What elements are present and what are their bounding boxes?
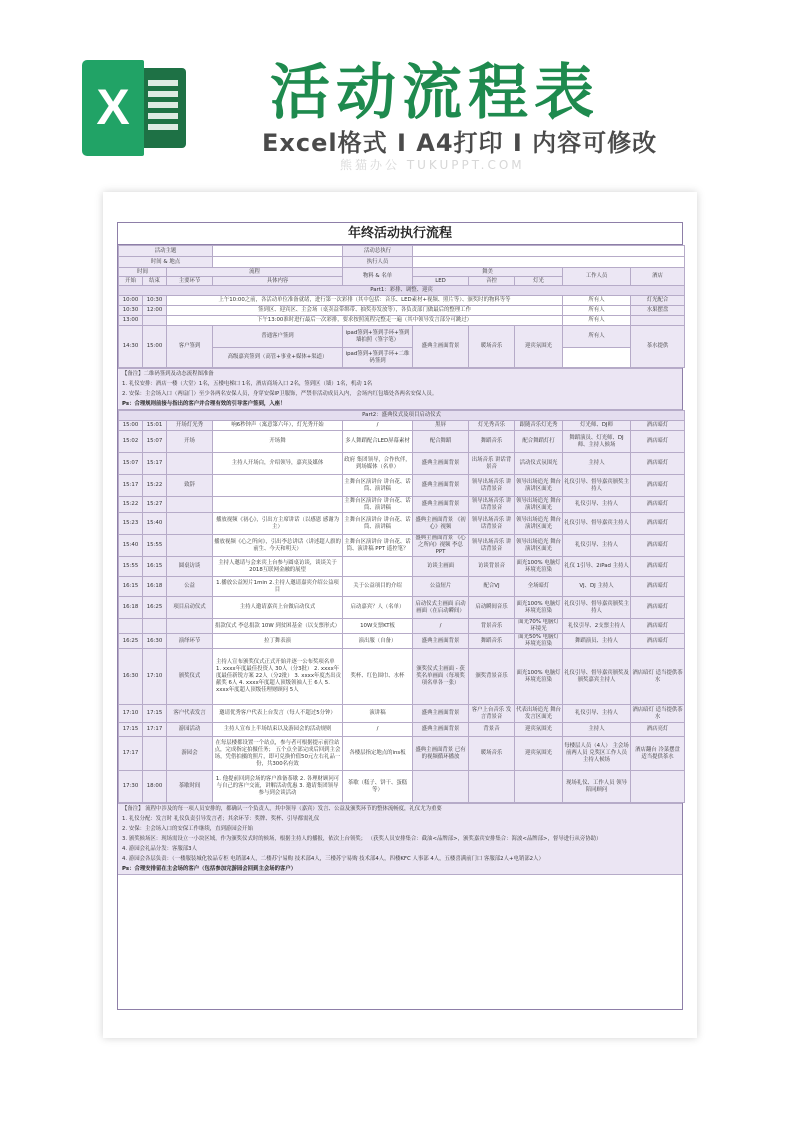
part2-workers: 灯光师、DJ师 [563, 421, 631, 431]
part1-workers: 所有人 [563, 316, 631, 326]
part2-light: 面光50% 电脑灯环境光渲染 [515, 634, 563, 649]
part2-link: 颁奖仪式 [167, 649, 213, 705]
part2-link: 致辞 [167, 475, 213, 497]
part2-led: / [413, 619, 469, 634]
part2-s: 15:22 [119, 497, 143, 513]
part2-led: 盛典主画面背景 《心之所向》视频 李总PPT [413, 535, 469, 557]
part2-workers: 礼仪引导、督导嘉宾颁奖及颁奖嘉宾主持人 [563, 649, 631, 705]
part2-e [143, 619, 167, 634]
part1-end [143, 316, 167, 326]
part2-s: 16:18 [119, 597, 143, 619]
part2-row [119, 705, 685, 723]
logo-letter: X [96, 79, 130, 135]
label-staff: 执行人员 [343, 257, 413, 268]
part2-row [119, 723, 685, 737]
part1-content: 签到区、迎宾区、主会场（桌卖益带绑带、抽奖券发放等），各负责部门做最后的整理工作 [167, 306, 563, 316]
part2-hotel: 酒店暗灯 [631, 577, 685, 597]
signin-led: 盛典主画面背景 [413, 326, 469, 368]
part2-hotel: 酒店暗灯 [631, 453, 685, 475]
part2-light: 面光70% 电脑灯环境光 [515, 619, 563, 634]
signin-end: 15:00 [143, 326, 167, 368]
part2-link: 开场灯光秀 [167, 421, 213, 431]
part2-row [119, 634, 685, 649]
part2-workers: 舞蹈演员、灯光师、DJ师、主持人候场 [563, 431, 631, 453]
page-subtitle: Excel格式 I A4打印 I 内容可修改 [262, 129, 658, 157]
part2-sound: 领导出场音乐 讲话背景音 [469, 497, 515, 513]
part2-link [167, 513, 213, 535]
value-staff [413, 257, 685, 268]
part2-s: 15:17 [119, 475, 143, 497]
part2-e: 16:18 [143, 577, 167, 597]
part2-hotel: 酒店暗灯 [631, 557, 685, 577]
part2-sound: 启动瞬间音乐 [469, 597, 515, 619]
part2-mat: 奖杯、红色围巾、水杯 [343, 649, 413, 705]
part2-hotel: 酒店暗灯 [631, 497, 685, 513]
part2-link: 公益 [167, 577, 213, 597]
part2-row [119, 535, 685, 557]
part2-hotel [631, 771, 685, 803]
part2-mat: 主舞台区演讲台 讲台花、话筒、演讲稿 PPT 遥控笔？ [343, 535, 413, 557]
part2-s: 15:00 [119, 421, 143, 431]
part2-content: 开场舞 [213, 431, 343, 453]
part2-s: 15:02 [119, 431, 143, 453]
part2-content: 主持人宣布上半场结束以及游园会的活动规则 [213, 723, 343, 737]
watermark: 熊猫办公 TUKUPPT.COM [340, 158, 525, 172]
page-title: 活动流程表 [270, 58, 600, 128]
signin-workers-2 [563, 348, 631, 368]
note2-line4: 4. 游园会礼品分发：客服部3人 [122, 846, 197, 852]
part2-row [119, 771, 685, 803]
signin-link: 客户签到 [167, 326, 213, 368]
part2-row [119, 475, 685, 497]
part2-workers: 礼仪引导、督导嘉宾主持人 [563, 513, 631, 535]
label-leader: 活动总执行 [343, 246, 413, 257]
part2-e: 16:15 [143, 557, 167, 577]
note2-head: 【备注】 流程中涉及的每一项人员安排的，都确认一个负责人，其中领导（嘉宾）发言、公益及颁奖环节的整体流畅度，礼仪尤为重要 [122, 806, 442, 812]
logo-front [82, 60, 144, 156]
part2-link [167, 453, 213, 475]
note2-line1: 1. 礼仪分配：发言时 礼仪负责引导发言者；其余环节：奖牌、奖杯、引导都需礼仪 [122, 816, 320, 822]
signin-material-2: ipad签到+签到手环+二维码签到 [343, 348, 413, 368]
part2-hotel: 酒店暗灯 适当提供茶水 [631, 649, 685, 705]
part2-hotel: 酒店暗灯 [631, 634, 685, 649]
part2-link: 圆桌访谈 [167, 557, 213, 577]
part2-sound: 访谈背景音 [469, 557, 515, 577]
part2-e: 16:25 [143, 597, 167, 619]
part2-s: 16:30 [119, 649, 143, 705]
label-time-place: 时间 & 地点 [119, 257, 213, 268]
note-2 [118, 803, 682, 875]
part2-s: 17:17 [119, 737, 143, 771]
part2-sound: 配合VJ [469, 577, 515, 597]
part2-sound: 领导出场音乐 讲话背景音 [469, 513, 515, 535]
part2-s: 16:15 [119, 577, 143, 597]
part2-e: 16:30 [143, 634, 167, 649]
part2-mat: 各楼层指定地点的ins板 [343, 737, 413, 771]
part2-content: 在每层楼都设置一个站点，参与者可根据提示前往站点，完成指定拍摄任务； 五个点全部完成后回到主会场，凭借拍摄的照片，即可兑换价值50元左右礼品一份，共300名有效 [213, 737, 343, 771]
note1-line1: 1. 礼仪安排：酒店一楼（大堂）1名，五楼电梯口 1名，酒店商场入口 2名，签到区（墙）1名，机动 1名 [122, 381, 373, 387]
part2-row [119, 421, 685, 431]
part1-start: 10:00 [119, 296, 143, 306]
part1-start: 10:30 [119, 306, 143, 316]
logo-grid [148, 80, 178, 136]
header-led: LED [413, 277, 469, 286]
part2-sound: 暖场音乐 [469, 737, 515, 771]
part2-mat: 多人舞蹈配合LED屏幕素材 [343, 431, 413, 453]
part2-title: Part2：盛典仪式及项目启动仪式 [119, 411, 685, 421]
part2-workers: 现场礼仪、工作人员 领导陪同顾问 [563, 771, 631, 803]
part2-content: 拉丁舞表演 [213, 634, 343, 649]
signin-light: 迎宾氛围光 [515, 326, 563, 368]
part2-light: 面光100% 电脑灯环境光渲染 [515, 597, 563, 619]
part2-sound: 领导出场音乐 讲话背景音 [469, 475, 515, 497]
part2-s: 15:07 [119, 453, 143, 475]
part2-link: 项目启动仪式 [167, 597, 213, 619]
part2-workers: 主持人 [563, 453, 631, 475]
part2-workers: 主持人 [563, 723, 631, 737]
note2-ps: Ps：合理安排留在主会场的客户（包括参加完游园会回到主会场的客户） [122, 866, 297, 872]
part2-e: 15:17 [143, 453, 167, 475]
signin-sound: 暖场音乐 [469, 326, 515, 368]
part2-led: 配合舞蹈 [413, 431, 469, 453]
signin-start: 14:30 [119, 326, 143, 368]
part2-workers: 礼仪 1引导、2iPad 主持人 [563, 557, 631, 577]
note1-head: 【备注】二维码签到及动态流程图准备 [122, 371, 214, 377]
part2-workers: VJ、DJ 主持人 [563, 577, 631, 597]
part2-light: 代表出场追光 舞台发言区面光 [515, 705, 563, 723]
header-dance: 舞美 [413, 268, 563, 277]
note2-line2: 2. 安保：主会场入口的安保工作继续，直到游园会开始 [122, 826, 253, 832]
note2-line3: 3. 颁奖候场区：现场需设立一小块区域，作为颁奖仪式时的候场，根据主持人的播报，依次上台领奖； （获奖人员安排集合：截油<品牌部>，颁奖嘉宾安排集合：海波<品牌部>，督导进行从旁协助） [122, 836, 602, 842]
part2-light: 面光100% 电脑灯环境光渲染 [515, 649, 563, 705]
part2-e: 15:07 [143, 431, 167, 453]
part2-light: 领导出场追光 舞台演讲区面光 [515, 475, 563, 497]
part2-content: 主持人开场白，介绍领导，嘉宾及媒体 [213, 453, 343, 475]
part2-mat [343, 557, 413, 577]
part1-hotel: 水果摆盘 [631, 306, 685, 316]
part2-hotel: 酒店暗灯 [631, 431, 685, 453]
part2-sound: 领导出场音乐 讲话背景音 [469, 535, 515, 557]
part2-s: 15:40 [119, 535, 143, 557]
part2-mat: 关于公益项目的介绍 [343, 577, 413, 597]
part2-s: 17:30 [119, 771, 143, 803]
part2-link: 客户代表发言 [167, 705, 213, 723]
part2-led: 盛典主画面背景 [413, 453, 469, 475]
part2-row [119, 497, 685, 513]
part2-light: 跟随音乐灯光秀 [515, 421, 563, 431]
part2-mat: 政府 集团领导，合作伙伴，到场媒体（名单） [343, 453, 413, 475]
signin-hotel: 茶水提供 [631, 326, 685, 368]
part1-content: 上午10:00之前，各活动单位准备就绪，进行第一次彩排（其中包括：音乐、LED素材+视频、照片等）、颁奖时的物料等等 [167, 296, 563, 306]
note1-ps: Ps：合理规则前接与指出的客户并合理有效的引导客户签到，入座！ [122, 401, 286, 407]
part2-e: 15:27 [143, 497, 167, 513]
part2-row [119, 737, 685, 771]
part2-row [119, 597, 685, 619]
part2-led: 盛典主画面背景 已有的视频循环播放 [413, 737, 469, 771]
signin-content-2: 高级嘉宾签到（高管+事业+媒体+渠道） [213, 348, 343, 368]
part2-light: 活动仪式氛围光 [515, 453, 563, 475]
part2-row [119, 557, 685, 577]
part2-content: 主持人邀请与会来宾上台参与圆桌访谈，谈谈关于2018互联网金融的展望 [213, 557, 343, 577]
document-title: 年终活动执行流程 [118, 223, 682, 245]
part2-hotel: 酒店暗灯 [631, 619, 685, 634]
part1-end: 12:00 [143, 306, 167, 316]
part2-link: 游园活动 [167, 723, 213, 737]
part2-workers: 每楼层人员（4人） 主会场前两人员 兑奖区工作人员 主持人候场 [563, 737, 631, 771]
part2-e: 17:17 [143, 723, 167, 737]
note-1 [118, 368, 682, 410]
part2-content: 1. 他提前回到会场的客户准备茶歇 2. 各理财顾问可与自己的客户交流，讲解活动优惠 3. 邀请集团领导参与到会谈活动 [213, 771, 343, 803]
part2-led: 盛典主画面背景 [413, 723, 469, 737]
part2-sound: 背景音 [469, 723, 515, 737]
part2-hotel: 酒店亮灯 [631, 723, 685, 737]
part1-row [119, 316, 685, 326]
part2-content [213, 475, 343, 497]
part1-row [119, 296, 685, 306]
schedule-table-part2 [118, 410, 685, 803]
part2-mat: 启动嘉宾？人（名单） [343, 597, 413, 619]
part2-link [167, 497, 213, 513]
part2-e [143, 737, 167, 771]
part2-mat: 10W支票KT板 [343, 619, 413, 634]
part2-row [119, 513, 685, 535]
note2-line5: 4. 游园会各层负责：（一楼服装城化妆品专柜 电销部4人，二楼苏宁易购 技术部4人，三楼苏宁易购 技术部4人，四楼KFC 人事部 4人，五楼喜满前门口 客服部2人+电销部2人） [122, 856, 544, 862]
note1-line2: 2. 安保：主会场入口（两扇门）至少各两名安保人员，身穿安保IP卫服饰，严禁非活动成员入内， 会场内红包墙处各两名安保人员。 [122, 391, 438, 397]
part2-sound: 背景音乐 [469, 619, 515, 634]
part2-hotel: 酒店翻台 冷菜摆盘 适当提供茶水 [631, 737, 685, 771]
schedule-table [118, 245, 685, 368]
header-start: 开始 [119, 277, 143, 286]
part2-mat: 主舞台区演讲台 讲台花、话筒、演讲稿 [343, 513, 413, 535]
part2-content: 主持人宣布颁奖仪式正式开始并逐一公布奖项名单 1. xxxx年度最佳投资人 30人（分3批） 2. xxxx年度最佳新锐方案 22人（分2批） 3. xxxx年度杰出贡献奖 6人 4. xxxx年度超人顶级领袖人王 6人 5. xxxx年度超人顶级佳理财顾问 5人 [213, 649, 343, 705]
part1-hotel [631, 316, 685, 326]
part2-light: 全场暗灯 [515, 577, 563, 597]
part2-row [119, 619, 685, 634]
header-light: 灯光 [515, 277, 563, 286]
schedule-document [117, 222, 683, 1010]
part2-workers: 舞蹈演员、主持人 [563, 634, 631, 649]
part2-content: 1.播放公益短片1min 2.主持人邀请嘉宾介绍公益项目 [213, 577, 343, 597]
part2-row [119, 649, 685, 705]
part2-hotel: 酒店暗灯 [631, 513, 685, 535]
part2-row [119, 431, 685, 453]
header-flow: 流程 [167, 268, 343, 277]
document-sheet [103, 192, 697, 1038]
part2-row [119, 577, 685, 597]
header-main-link: 主要环节 [167, 277, 213, 286]
label-theme: 活动主题 [119, 246, 213, 257]
part2-led: 盛典主画面背景 [413, 705, 469, 723]
part2-light: 面光100% 电脑灯环境光渲染 [515, 557, 563, 577]
part2-s: 15:55 [119, 557, 143, 577]
part2-led: 盛典主画面背景 [413, 634, 469, 649]
value-leader [413, 246, 685, 257]
header-hotel: 酒店 [631, 268, 685, 286]
value-theme [213, 246, 343, 257]
part2-s: 15:23 [119, 513, 143, 535]
part2-e: 15:22 [143, 475, 167, 497]
part2-light: 领导出场追光 舞台演讲区面光 [515, 535, 563, 557]
part2-workers: 礼仪引导、2支票主持人 [563, 619, 631, 634]
part2-e: 17:15 [143, 705, 167, 723]
part2-s: 16:25 [119, 634, 143, 649]
part2-link: 开场 [167, 431, 213, 453]
part2-led: 颁奖仪式主画面 - 获奖名单画面（每项奖项名单各一张） [413, 649, 469, 705]
part1-content: 下午13:00准时进行最后一次彩排，要求按照流程完整走一遍（其中领导发言部分可跳过） [167, 316, 563, 326]
part2-link [167, 535, 213, 557]
part2-light: 领导出场追光 舞台演讲区面光 [516, 497, 561, 511]
header-time: 时间 [119, 268, 167, 277]
part2-light: 领导出场追光 舞台演讲区面光 [515, 513, 563, 535]
part2-content: 主持人邀请嘉宾上台做启动仪式 [213, 597, 343, 619]
part2-light: 配合舞蹈灯打 [515, 431, 563, 453]
part2-content [213, 497, 343, 513]
signin-material-1: ipad签到+签到手环+签到墙拍照（签字笔） [343, 326, 413, 348]
part2-workers: 礼仪引导、主持人 [563, 705, 631, 723]
part2-mat: 演出服（自备） [343, 634, 413, 649]
part2-mat: / [343, 723, 413, 737]
part2-hotel: 酒店暗灯 [631, 597, 685, 619]
part2-sound: 舞蹈音乐 [469, 431, 515, 453]
part2-workers: 礼仪引导、主持人 [563, 535, 631, 557]
part2-mat: / [343, 421, 413, 431]
part2-e: 15:01 [143, 421, 167, 431]
part2-light: 迎宾氛围光 [515, 737, 563, 771]
part2-row [119, 453, 685, 475]
part2-sound: 客户上台音乐 发言背景音 [469, 705, 515, 723]
part2-led: 访谈主画面 [413, 557, 469, 577]
part2-link: 演绎环节 [167, 634, 213, 649]
part2-e: 15:55 [143, 535, 167, 557]
header-workers: 工作人员 [563, 268, 631, 286]
part1-title: Part1：彩排、调整、迎宾 [119, 286, 685, 296]
part1-hotel: 灯光配合 [631, 296, 685, 306]
signin-content-1: 普通客户签到 [213, 326, 343, 348]
excel-logo-icon [82, 60, 186, 156]
header-sound: 音控 [469, 277, 515, 286]
part2-workers: 礼仪引导、督导嘉宾颁奖主持人 [563, 475, 631, 497]
part2-workers: 礼仪引导、督导嘉宾颁奖主持人 [563, 597, 631, 619]
part2-mat: 茶歇（糕子、饼干、蛋糕等） [343, 771, 413, 803]
header-material: 物料 & 名单 [343, 268, 413, 286]
part2-link [167, 619, 213, 634]
part2-content: 邀请优秀客户代表上台发言（每人不超过5分钟） [213, 705, 343, 723]
part2-light: 迎宾氛围光 [515, 723, 563, 737]
part1-row [119, 306, 685, 316]
part1-workers: 所有人 [563, 296, 631, 306]
part2-sound: 舞蹈音乐 [469, 634, 515, 649]
signin-workers: 所有人 [563, 326, 631, 348]
part2-content: 播放视频《心之所向》，引出李总讲话（讲述超人旗的前生、今天和明天） [213, 535, 343, 557]
part2-light [515, 771, 563, 803]
part2-sound: 出场音乐 讲话背景音 [469, 453, 515, 475]
part2-hotel: 酒店暗灯 [631, 475, 685, 497]
part2-sound [469, 771, 515, 803]
part2-led: 盛典主画面背景 [413, 497, 469, 513]
part2-link: 游园会 [167, 737, 213, 771]
part2-led: 盛典主画面背景 [413, 475, 469, 497]
part2-mat: 演讲稿 [343, 705, 413, 723]
part2-led: 盛典主画面背景 《初心》视频 [413, 513, 469, 535]
part2-hotel: 酒店暗灯 [631, 421, 685, 431]
part2-s [119, 619, 143, 634]
part1-start: 13:00 [119, 316, 143, 326]
part2-led: 启动仪式主画面 启动画面（在启动瞬间） [413, 597, 469, 619]
part2-led: 黑屏 [413, 421, 469, 431]
part2-e: 15:40 [143, 513, 167, 535]
part2-led [413, 771, 469, 803]
part2-hotel: 酒店暗灯 [631, 535, 685, 557]
part2-workers: 礼仪引导、主持人 [563, 497, 631, 513]
part2-content: 播放视频《初心》，引出方主席讲话（以感恩 感谢为主） [213, 513, 343, 535]
part2-hotel: 酒店暗灯 适当提供茶水 [631, 705, 685, 723]
part2-led: 公益短片 [413, 577, 469, 597]
part1-end: 10:30 [143, 296, 167, 306]
part2-link: 茶歇时间 [167, 771, 213, 803]
part2-mat: 主舞台区演讲台 讲台花、话筒、演讲稿 [343, 475, 413, 497]
part2-mat: 主舞台区演讲台 讲台花、话筒、演讲稿 [344, 497, 411, 511]
part2-s: 17:15 [119, 723, 143, 737]
part2-s: 17:10 [119, 705, 143, 723]
part2-e: 17:10 [143, 649, 167, 705]
header-content: 具体内容 [213, 277, 343, 286]
part1-workers: 所有人 [563, 306, 631, 316]
part2-content: 捐款仪式 李总捐款 10W 到贫困基金（以支票形式） [213, 619, 343, 634]
part2-e: 18:00 [143, 771, 167, 803]
part2-content: 响6秒钟声（寓意第六年），灯光秀开始 [213, 421, 343, 431]
value-time-place [213, 257, 343, 268]
part2-sound: 颁奖背景音乐 [469, 649, 515, 705]
part2-sound: 灯光秀音乐 [469, 421, 515, 431]
header-end: 结束 [143, 277, 167, 286]
